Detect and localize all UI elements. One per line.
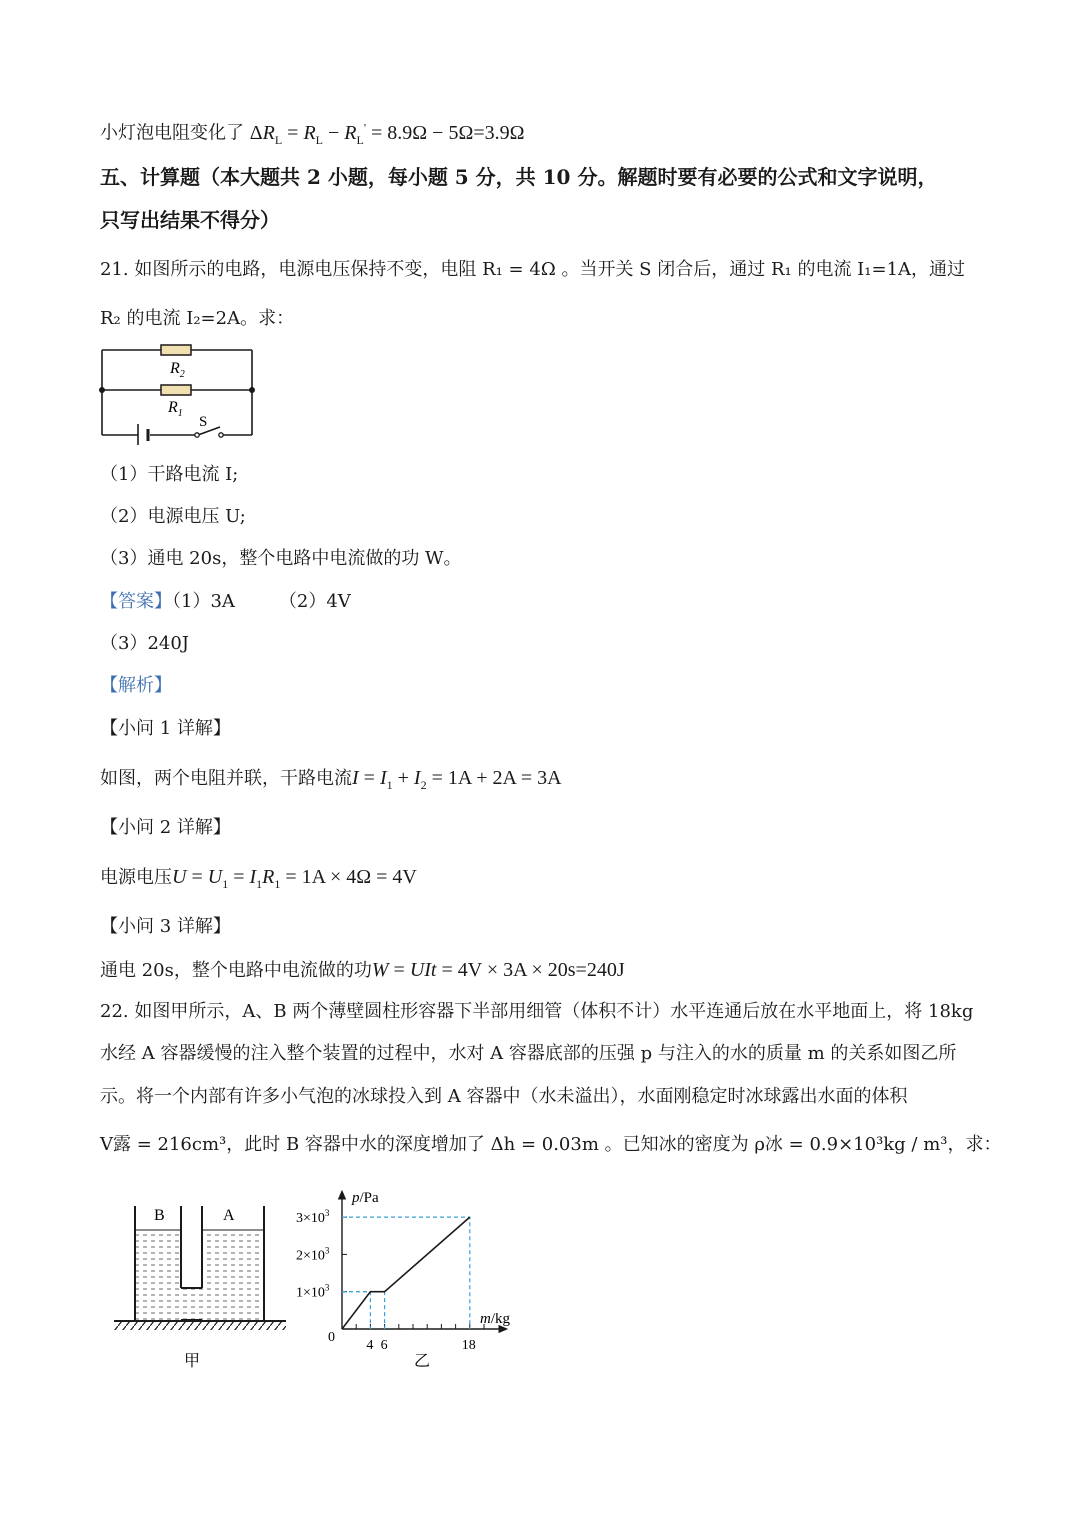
- water-a: [203, 1230, 263, 1320]
- part2-formula: $U = U_1 = I_1R_1 = 1A \times 4\Omega = 4V$: [172, 866, 417, 891]
- resistance-change-line: 小灯泡电阻变化了 $\Delta R_L = R_L - R_L' = 8.9\Omega - 5\Omega=3.9\Omega$: [100, 120, 525, 147]
- resistance-change-formula: $\Delta R_L = R_L - R_L' = 8.9\Omega - 5\Omega=3.9\Omega$: [249, 120, 525, 147]
- q21-sub3: （3）通电 20s，整个电路中电流做的功 W。: [100, 548, 462, 569]
- resistor-r2: [161, 345, 191, 355]
- x-tick-label: 18: [461, 1338, 476, 1353]
- section-title: 五、计算题（本大题共 2 小题，每小题 5 分，共 10 分。解题时要有必要的公式和文字说明，: [100, 165, 938, 189]
- junction-right: [249, 387, 255, 393]
- series-line: [342, 1217, 470, 1329]
- answer-2: （2）4V: [278, 591, 351, 612]
- switch-pivot: [195, 433, 199, 437]
- circuit-diagram: [96, 340, 261, 445]
- resistor-r1: [161, 385, 191, 395]
- answer-3: （3）240J: [100, 633, 190, 654]
- q21-sub2: （2）电源电压 U;: [100, 506, 246, 527]
- q22-stem-4: V露 = 216cm³，此时 B 容器中水的深度增加了 Δh = 0.03m 。已知冰的密度为 ρ冰 = 0.9×10³kg / m³，求：: [100, 1134, 1002, 1155]
- q22-stem-3: 示。将一个内部有许多小气泡的冰球投入到 A 容器中（水未溢出），水面刚稳定时冰球露出水面的体积: [100, 1086, 908, 1107]
- label-switch: S: [199, 414, 208, 430]
- part2-line: 电源电压$U = U_1 = I_1R_1 = 1A \times 4\Omega = 4V$: [100, 866, 417, 891]
- part3-tag: 【小问 3 详解】: [100, 916, 231, 937]
- part1-line: 如图，两个电阻并联，干路电流$I = I_1 + I_2 = 1A + 2A = 3A$: [100, 767, 562, 792]
- q21-stem: 21. 如图所示的电路，电源电压保持不变，电阻 R₁ = 4Ω 。当开关 S 闭合后，通过 R₁ 的电流 I₁=1A，通过: [100, 259, 966, 280]
- answer-1: （1）3A: [172, 591, 235, 612]
- connector-tube: [180, 1288, 203, 1320]
- analysis-tag: 【解析】: [100, 675, 172, 696]
- part1-tag: 【小问 1 详解】: [100, 718, 231, 739]
- ground-hatch: [114, 1322, 286, 1330]
- section-title-cont: 只写出结果不得分）: [100, 208, 280, 232]
- part3-line: 通电 20s，整个电路中电流做的功W = UIt = 4V × 3A × 20s=240J: [100, 959, 625, 981]
- q21-answer-line: [100, 588, 984, 616]
- part3-formula: W = UIt = 4V × 3A × 20s=240J: [371, 959, 625, 981]
- q22-stem-2: 水经 A 容器缓慢的注入整个装置的过程中，水对 A 容器底部的压强 p 与注入的水的质量 m 的关系如图乙所: [100, 1043, 957, 1064]
- figure-yi-chart: [290, 1176, 560, 1376]
- answer-tag: 【答案】: [100, 591, 172, 612]
- dashed-guide: [342, 1292, 385, 1329]
- label-r2: $R_2$: [170, 360, 185, 380]
- y-tick-label: $1\times 10^3$: [296, 1282, 330, 1301]
- y-axis-label: p/Pa: [352, 1189, 379, 1206]
- x-tick-label: 0: [328, 1330, 335, 1345]
- x-tick-label: 6: [380, 1338, 388, 1353]
- part2-tag: 【小问 2 详解】: [100, 817, 231, 838]
- caption-yi: 乙: [414, 1353, 431, 1370]
- label-a: A: [223, 1207, 235, 1224]
- label-b: B: [154, 1207, 165, 1224]
- q21-sub1: （1）干路电流 I;: [100, 464, 239, 485]
- switch-contact: [219, 433, 223, 437]
- water-b: [136, 1230, 180, 1320]
- y-tick-label: $2\times 10^3$: [296, 1245, 330, 1264]
- label-r1: $R_1$: [168, 399, 183, 419]
- junction-left: [99, 387, 105, 393]
- x-tick-label: 4: [366, 1338, 374, 1353]
- part1-formula: $I = I_1 + I_2 = 1A + 2A = 3A$: [352, 767, 562, 792]
- q22-stem-1: 22. 如图甲所示，A、B 两个薄壁圆柱形容器下半部用细管（体积不计）水平连通后放在水平地面上，将 18kg: [100, 1001, 974, 1022]
- figure-jia: [110, 1196, 290, 1376]
- q21-stem-cont: R₂ 的电流 I₂=2A。求：: [100, 308, 295, 329]
- caption-jia: 甲: [184, 1353, 201, 1370]
- y-tick-label: $3\times 10^3$: [296, 1208, 330, 1227]
- x-axis-label: m/kg: [480, 1311, 511, 1327]
